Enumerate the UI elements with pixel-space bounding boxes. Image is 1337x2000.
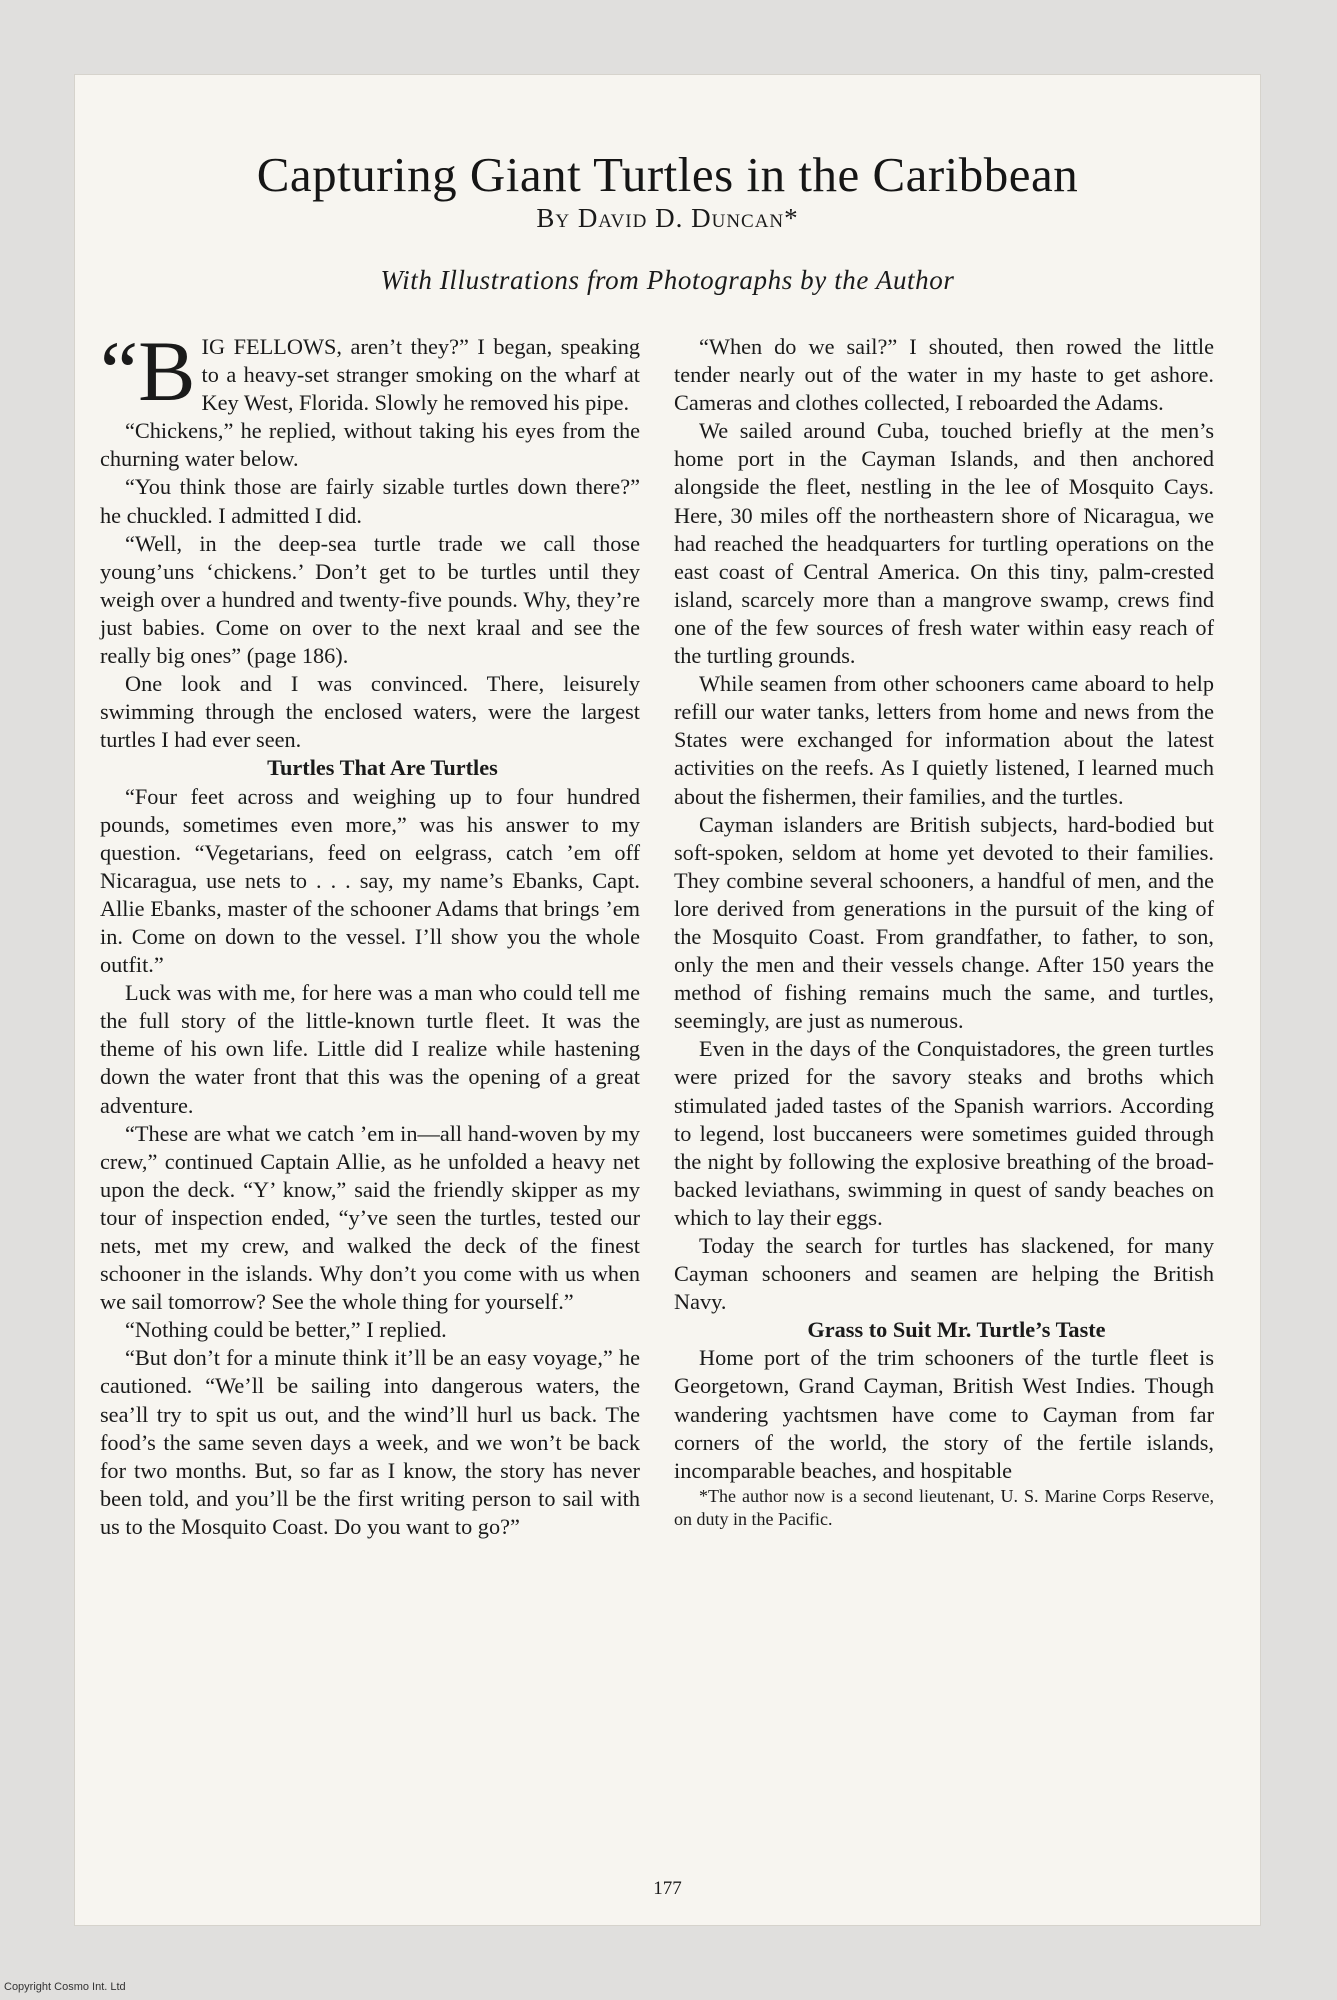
left-column [100,323,640,1541]
right-column [674,333,1214,1531]
paragraph: “Well, in the deep-sea turtle trade we call those young’uns ‘chickens.’ Don’t get to be turtles until they weigh over a hundred and twenty-five pounds. Why, they’re just babies. Come on over to the next kraal and see the really big ones” (page 186). [100,530,640,669]
paragraph [100,323,640,419]
paragraph: Cayman islanders are British subjects, hard-bodied but soft-spoken, seldom at home yet devoted to their families. They combine several schooners, a handful of men, and the lore derived from generations in the pursuit of the king of the Mosquito Coast. From grandfather, to father, to son, only the men and their vessels change. After 150 years the method of fishing remains much the same, and turtles, seemingly, are just as numerous. [674,811,1214,1034]
article-title: Capturing Giant Turtles in the Caribbean [256,146,1079,202]
drop-cap-quote: “ [100,323,139,419]
author-name: David D. Duncan* [577,203,799,233]
paragraph: “These are what we catch ’em in—all hand-woven by my crew,” continued Captain Allie, as he unfolded a heavy net upon the deck. “Y’ know,” said the friendly skipper as my tour of inspection ended, “y’ve seen the turtles, tested our nets, met my crew, and walked the deck of the finest schooner in the islands. Why don’t you come with us when we sail tomorrow? See the whole thing for yourself.” [100,1120,640,1315]
paragraph: “You think those are fairly sizable turtles down there?” he chuckled. I admitted I did. [100,474,640,528]
footnote: *The author now is a second lieutenant, U. S. Marine Corps Reserve, on duty in the Pacific. [674,1485,1214,1529]
paragraph: While seamen from other schooners came aboard to help refill our water tanks, letters from home and news from the States were exchanged for information about the latest activities on the reefs. As I quietly listened, I learned much about the fishermen, their families, and the turtles. [674,671,1214,809]
byline [75,203,1260,234]
paragraph: “Chickens,” he replied, without taking his eyes from the churning water below. [100,418,640,472]
byline-prefix: By [536,203,571,233]
drop-cap [100,323,196,419]
paragraph: Luck was with me, for here was a man who could tell me the full story of the little-known turtle fleet. It was the theme of his own life. Little did I realize while hastening down the water front that this was the opening of a great adventure. [100,980,640,1118]
magazine-page [75,75,1260,1925]
paragraph: One look and I was convinced. There, leisurely swimming through the enclosed waters, were the largest turtles I had ever seen. [100,671,640,753]
paragraph: We sailed around Cuba, touched briefly at the men’s home port in the Cayman Islands, and then anchored alongside the fleet, nestling in the lee of Mosquito Cays. Here, 30 miles off the northeastern shore of Nicaragua, we had reached the headquarters for turtling operations on the east coast of Central America. On this tiny, palm-crested island, scarcely more than a mangrove swamp, crews find one of the few sources of fresh water within easy reach of the turtling grounds. [674,418,1214,669]
paragraph: Home port of the trim schooners of the turtle fleet is Georgetown, Grand Cayman, British West Indies. Though wandering yachtsmen have come to Cayman from far corners of the world, the story of the fertile islands, incomparable beaches, and hospitable [674,1345,1214,1483]
page-number: 177 [653,1878,682,1899]
paragraph: “But don’t for a minute think it’ll be an easy voyage,” he cautioned. “We’ll be sailing into dangerous waters, the sea’ll try to spit us out, and the wind’ll hurl us back. The food’s the same seven days a week, and we won’t be back for two months. But, so far as I know, the story has never been told, and you’ll be the first writing person to sail with us to the Mosquito Coast. Do you want to go?” [100,1345,640,1539]
opening-text: IG FELLOWS, aren’t they?” I began, speaking to a heavy-set stranger smoking on the wharf at Key West, Florida. Slowly he removed his pipe. [201,334,640,416]
paragraph: Today the search for turtles has slackened, for many Cayman schooners and seamen are helping the British Navy. [674,1233,1214,1315]
drop-cap-letter: B [138,323,196,419]
paragraph: “Four feet across and weighing up to four hundred pounds, sometimes even more,” was his answer to my question. “Vegetarians, feed on eelgrass, catch ’em off Nicaragua, use nets to . . . say, my name’s Ebanks, Capt. Allie Ebanks, master of the schooner Adams that brings ’em in. Come on down to the vessel. I’ll show you the whole outfit.” [100,783,640,978]
section-heading: Turtles That Are Turtles [267,755,498,781]
illustrations-credit: With Illustrations from Photographs by the Author [380,265,955,295]
paragraph: Even in the days of the Conquistadores, the green turtles were prized for the savory steaks and broths which stimulated jaded tastes of the Spanish warriors. According to legend, lost buccaneers were sometimes guided through the night by following the explosive breathing of the broad-backed leviathans, swimming in quest of sandy beaches on which to lay their eggs. [674,1036,1214,1230]
section-heading: Grass to Suit Mr. Turtle’s Taste [807,1317,1106,1343]
paragraph: “Nothing could be better,” I replied. [125,1317,447,1343]
copyright-notice: Copyright Cosmo Int. Ltd [4,1981,126,1993]
paragraph: “When do we sail?” I shouted, then rowed the little tender nearly out of the water in my haste to get ashore. Cameras and clothes collected, I reboarded the Adams. [674,334,1214,416]
